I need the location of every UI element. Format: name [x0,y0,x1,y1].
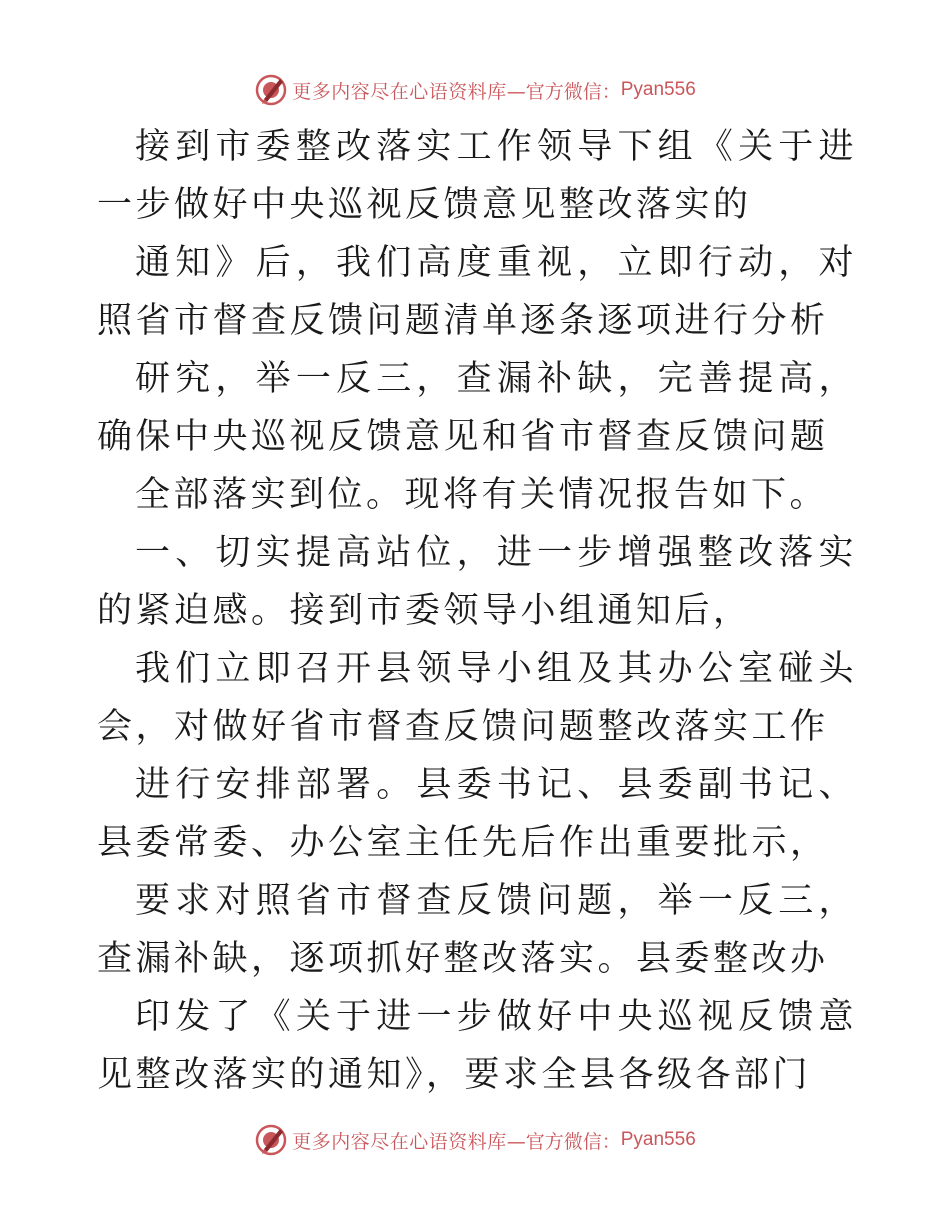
watermark-official-text: —官方微信： [506,80,621,103]
watermark-id-text: Pyan556 [620,79,696,100]
header-watermark [0,70,950,110]
watermark-official-text: —官方微信： [506,1130,621,1153]
paragraph: 研究，举一反三，查漏补缺，完善提高，确保中央巡视反馈意见和省市督查反馈问题 [97,359,857,457]
paragraph: 通知》后，我们高度重视，立即行动，对照省市督查反馈问题清单逐条逐项进行分析 [97,243,857,341]
paragraph: 进行安排部署。县委书记、县委副书记、县委常委、办公室主任先后作出重要批示， [97,765,857,863]
watermark-main-text: 更多内容尽在心语资料库 [292,80,507,103]
paragraph: 接到市委整改落实工作领导下组《关于进一步做好中央巡视反馈意见整改落实的 [97,127,857,225]
watermark-id-text: Pyan556 [620,1129,696,1150]
pen-logo-icon [254,1123,288,1157]
paragraph: 印发了《关于进一步做好中央巡视反馈意见整改落实的通知》，要求全县各级各部门 [97,997,857,1095]
paragraph: 全部落实到位。现将有关情况报告如下。 [135,475,829,515]
paragraph: 要求对照省市督查反馈问题，举一反三，查漏补缺，逐项抓好整改落实。县委整改办 [97,881,857,979]
document-body [97,118,857,1104]
paragraph: 我们立即召开县领导小组及其办公室碰头会，对做好省市督查反馈问题整改落实工作 [97,649,857,747]
pen-logo-icon [254,73,288,107]
footer-watermark [0,1120,950,1160]
paragraph: 一、切实提高站位，进一步增强整改落实的紧迫感。接到市委领导小组通知后， [97,533,857,631]
watermark-main-text: 更多内容尽在心语资料库 [292,1130,507,1153]
